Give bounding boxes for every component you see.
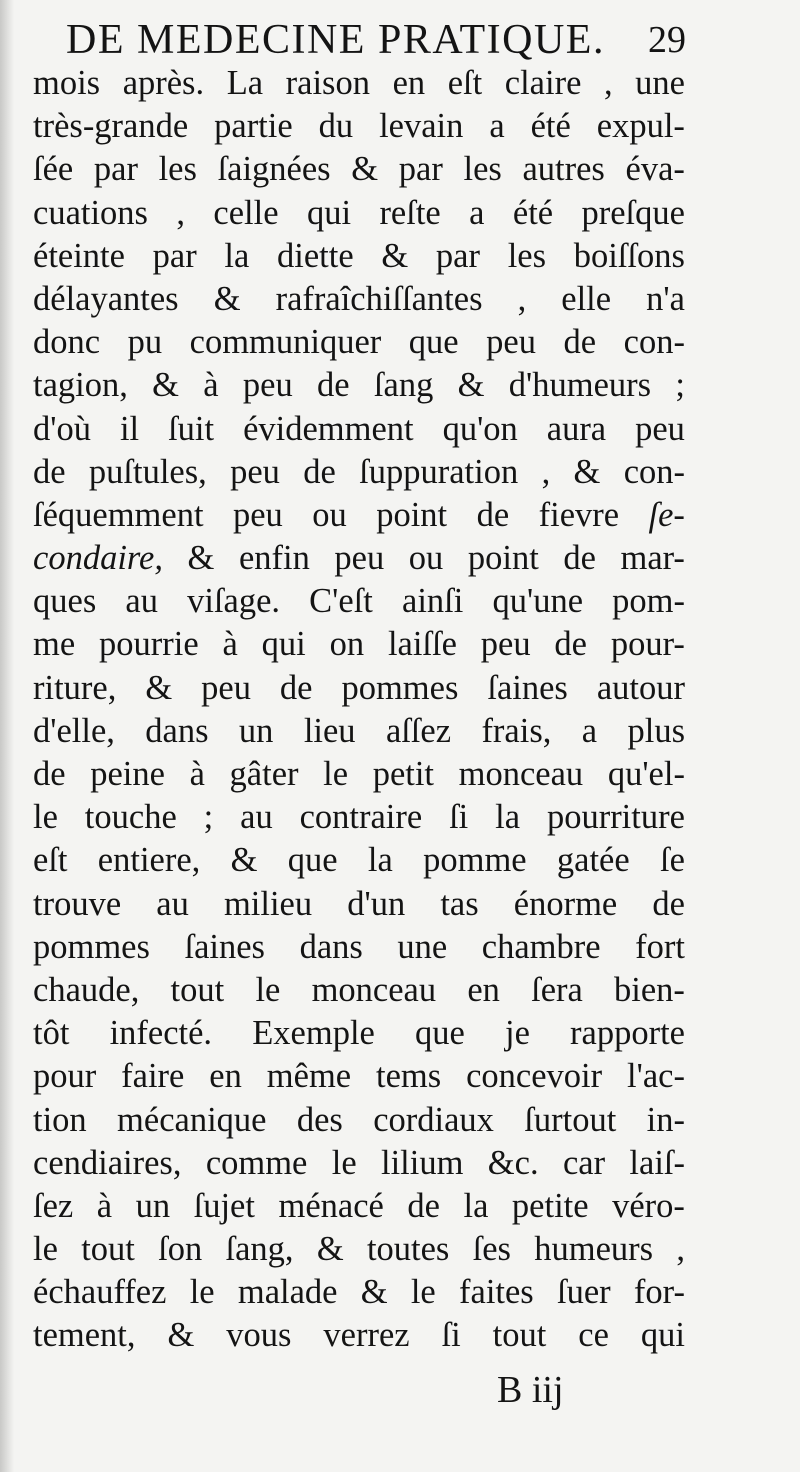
signature-mark: B iij — [497, 1369, 564, 1411]
word: peu — [230, 452, 280, 491]
text-line — [33, 710, 685, 753]
word: ſéquemment — [33, 495, 204, 534]
word: peu — [232, 495, 283, 534]
word: la — [463, 1186, 489, 1225]
word: malade — [237, 1273, 338, 1312]
word: , — [176, 193, 186, 232]
word: d'où — [33, 409, 91, 448]
text-line — [33, 321, 685, 364]
word: bien- — [614, 970, 685, 1009]
word: pourriture — [546, 798, 685, 837]
word: qui — [640, 1316, 685, 1355]
word: petite — [511, 1186, 589, 1225]
word: de — [554, 625, 587, 664]
word: en — [392, 64, 426, 102]
word: eſt — [33, 841, 68, 880]
word: , — [517, 279, 527, 318]
word: pommes — [341, 668, 459, 707]
text-line — [33, 148, 685, 191]
text-line — [33, 1314, 685, 1357]
word: ſang — [373, 366, 434, 405]
word: la — [495, 798, 521, 837]
text-line — [33, 1271, 685, 1314]
word: in- — [646, 1100, 685, 1139]
word: de — [563, 539, 596, 578]
word: a — [469, 193, 485, 232]
text-line — [33, 192, 685, 235]
word: ſon — [158, 1230, 203, 1269]
word: toutes — [366, 1230, 450, 1269]
word: d'un — [347, 884, 406, 923]
word: & — [152, 366, 179, 405]
word: à — [203, 366, 219, 405]
word: éteinte — [33, 236, 125, 275]
word: tement, — [33, 1316, 136, 1355]
word: laiſ- — [629, 1143, 685, 1182]
word: elle — [561, 279, 612, 318]
word: a — [581, 711, 598, 750]
word: & — [381, 236, 409, 275]
word: été — [512, 193, 554, 232]
text-line — [33, 839, 685, 882]
word: trouve — [33, 884, 122, 923]
word: rapporte — [570, 1014, 685, 1053]
word: milieu — [223, 884, 313, 923]
word: mécanique — [117, 1100, 267, 1139]
word: comme — [205, 1143, 308, 1182]
word: le — [255, 970, 281, 1009]
word: & — [457, 366, 485, 405]
word: que — [415, 1014, 465, 1053]
word: preſque — [581, 193, 685, 232]
text-line — [33, 796, 685, 839]
word: cendiaires, — [33, 1143, 182, 1182]
word: tout — [81, 1230, 135, 1269]
word: la — [367, 841, 393, 880]
word: la — [224, 236, 250, 275]
word: chambre — [481, 927, 601, 966]
word: de — [33, 755, 66, 793]
word: de — [407, 1186, 440, 1225]
word: a — [489, 107, 505, 146]
word: for- — [633, 1273, 685, 1312]
word: en — [467, 970, 500, 1009]
word: de — [563, 323, 597, 362]
word: verrez — [323, 1316, 410, 1355]
text-line — [33, 105, 685, 148]
word: le — [331, 1143, 357, 1182]
word: échauffez — [33, 1273, 167, 1312]
word: ſurtout — [524, 1100, 617, 1139]
running-title: DE MEDECINE PRATIQUE. — [66, 17, 605, 63]
word: par — [435, 236, 480, 275]
word: concevoir — [466, 1057, 603, 1096]
word: après. — [122, 64, 205, 102]
word: de — [652, 884, 685, 923]
word: aura — [546, 409, 607, 448]
word: pourrie — [99, 625, 199, 664]
word: contraire — [299, 798, 423, 837]
word: & — [351, 150, 379, 189]
word: tout — [492, 1316, 547, 1355]
word: condaire, — [33, 539, 163, 578]
word: monceau — [458, 755, 584, 793]
word: en — [209, 1057, 242, 1096]
word: diette — [277, 236, 354, 275]
word: ou — [408, 539, 444, 578]
word: riture, — [33, 668, 117, 707]
word: très-grande — [33, 107, 189, 146]
word: infecté. — [109, 1014, 213, 1053]
word: une — [635, 64, 685, 102]
word: peu — [334, 539, 385, 578]
word: , — [603, 64, 613, 102]
word: ménacé — [278, 1186, 384, 1225]
word: tems — [376, 1057, 442, 1096]
text-line — [33, 1012, 685, 1055]
word: ſera — [531, 970, 583, 1009]
word: donc — [33, 323, 101, 362]
word: qui — [261, 625, 306, 664]
word: qu'une — [492, 582, 584, 621]
word: éva- — [625, 150, 685, 189]
word: de — [303, 452, 336, 491]
word: énorme — [513, 884, 618, 923]
word: point — [467, 539, 539, 578]
word: évidemment — [243, 409, 414, 448]
word: qui — [306, 193, 352, 232]
text-line — [33, 969, 685, 1012]
word: frais, — [481, 711, 552, 750]
word: ſée — [33, 150, 74, 189]
word: ſuer — [557, 1273, 611, 1312]
word: n'a — [646, 279, 685, 318]
word: faire — [121, 1057, 185, 1096]
word: reſte — [379, 193, 441, 232]
word: cordiaux — [373, 1100, 494, 1139]
word: peu — [242, 366, 293, 405]
text-line — [33, 667, 685, 710]
word: par — [152, 236, 197, 275]
word: fievre — [538, 495, 620, 534]
word: celle — [213, 193, 279, 232]
word: expul- — [596, 107, 685, 146]
word: ce — [578, 1316, 609, 1355]
text-line — [33, 1099, 685, 1142]
text-line — [33, 580, 685, 623]
word: pommes — [33, 927, 150, 966]
word: on — [329, 625, 365, 664]
word: l'ac- — [627, 1057, 685, 1096]
word: C'eſt — [309, 582, 373, 621]
word: & — [167, 1316, 195, 1355]
word: &c. — [487, 1143, 539, 1182]
word: La — [226, 64, 264, 102]
word: du — [318, 107, 354, 146]
text-line — [33, 1142, 685, 1185]
text-line — [33, 62, 685, 105]
word: à — [96, 1186, 113, 1225]
word: peu — [201, 668, 251, 707]
word: ſe — [660, 841, 685, 880]
text-line — [33, 235, 685, 278]
text-line — [33, 883, 685, 926]
word: dans — [299, 927, 363, 966]
word: boiſſons — [573, 236, 685, 275]
page-edge-shadow — [0, 0, 14, 1472]
word: & — [316, 1230, 344, 1269]
word: ſuit — [168, 409, 215, 448]
word: je — [504, 1014, 530, 1053]
word: ou — [312, 495, 347, 534]
word: délayantes — [33, 279, 179, 318]
word: enfin — [238, 539, 310, 578]
word: con- — [623, 323, 685, 362]
word: le — [410, 1273, 436, 1312]
word: rafraîchiſſantes — [275, 279, 483, 318]
word: ainſi — [402, 582, 464, 621]
word: cuations — [33, 193, 148, 232]
word: & — [573, 452, 601, 491]
word: même — [266, 1057, 352, 1096]
word: puſtules, — [88, 452, 207, 491]
word: été — [530, 107, 571, 146]
word: d'elle, — [33, 711, 115, 750]
word: & — [145, 668, 173, 707]
word: ſes — [472, 1230, 511, 1269]
word: que — [408, 323, 459, 362]
text-line — [33, 364, 685, 407]
word: pomme — [423, 841, 527, 880]
word: laiſſe — [387, 625, 457, 664]
word: ſaignées — [217, 150, 331, 189]
word: véro- — [612, 1186, 685, 1225]
word: ſez — [33, 1186, 74, 1225]
word: petit — [372, 755, 435, 793]
word: me — [33, 625, 76, 664]
word: d'humeurs — [508, 366, 652, 405]
page-number: 29 — [648, 19, 686, 61]
word: & — [213, 279, 241, 318]
text-line — [33, 278, 685, 321]
word: lilium — [381, 1143, 464, 1182]
word: un — [238, 711, 274, 750]
word: con- — [623, 452, 685, 491]
word: de — [317, 366, 350, 405]
word: ; — [675, 366, 685, 405]
word: ſe- — [648, 495, 685, 534]
word: partie — [214, 107, 293, 146]
text-line — [33, 451, 685, 494]
word: eſt — [447, 64, 483, 102]
word: tout — [170, 970, 225, 1009]
word: par — [93, 150, 138, 189]
word: que — [287, 841, 338, 880]
word: au — [240, 798, 273, 837]
word: lieu — [303, 711, 356, 750]
word: gâter — [229, 755, 299, 793]
word: ſaines — [184, 927, 265, 966]
word: aſſez — [385, 711, 452, 750]
word: de — [33, 452, 66, 491]
word: le — [33, 798, 58, 837]
word: ; — [203, 798, 214, 837]
word: les — [158, 150, 197, 189]
word: les — [507, 236, 547, 275]
word: mois — [33, 64, 101, 102]
word: tion — [33, 1100, 87, 1139]
word: ſi — [449, 798, 469, 837]
word: ſuppuration — [359, 452, 519, 491]
word: le — [323, 755, 349, 793]
word: fort — [635, 927, 685, 966]
word: car — [562, 1143, 606, 1182]
text-line — [33, 1185, 685, 1228]
word: peu — [486, 323, 536, 362]
word: humeurs — [534, 1230, 654, 1269]
word: ſi — [441, 1316, 461, 1355]
word: mar- — [620, 539, 685, 578]
word: pour- — [610, 625, 685, 664]
word: peu — [480, 625, 531, 664]
word: & — [230, 841, 258, 880]
text-line — [33, 623, 685, 666]
word: & — [360, 1273, 388, 1312]
word: dans — [145, 711, 209, 750]
word: entiere, — [97, 841, 201, 880]
word: au — [156, 884, 189, 923]
word: de — [476, 495, 510, 534]
word: vous — [226, 1316, 292, 1355]
word: raison — [285, 64, 370, 102]
word: au — [125, 582, 158, 621]
word: un — [135, 1186, 171, 1225]
word: une — [397, 927, 448, 966]
word: plus — [627, 711, 685, 750]
word: à — [222, 625, 238, 664]
word: Exemple — [252, 1014, 375, 1053]
text-line — [33, 537, 685, 580]
text-line — [33, 494, 685, 537]
word: autres — [522, 150, 605, 189]
word: viſage. — [187, 582, 281, 621]
text-line — [33, 1228, 685, 1271]
word: pu — [127, 323, 163, 362]
text-line — [33, 408, 685, 451]
word: faites — [459, 1273, 534, 1312]
word: tas — [440, 884, 479, 923]
word: qu'el- — [607, 755, 685, 793]
word: tôt — [33, 1014, 70, 1053]
word: par — [398, 150, 443, 189]
word: il — [119, 409, 140, 448]
word: le — [189, 1273, 215, 1312]
word: pom- — [612, 582, 685, 621]
word: chaude, — [33, 970, 140, 1009]
word: & — [187, 539, 215, 578]
word: monceau — [311, 970, 437, 1009]
text-line — [33, 926, 685, 969]
word: touche — [84, 798, 177, 837]
text-line — [33, 753, 685, 796]
word: pour — [33, 1057, 97, 1096]
word: , — [541, 452, 551, 491]
text-line — [33, 1055, 685, 1098]
word: autour — [596, 668, 685, 707]
word: peine — [90, 755, 165, 793]
word: à — [189, 755, 205, 793]
word: de — [279, 668, 313, 707]
word: ques — [33, 582, 97, 621]
word: ſang, — [225, 1230, 294, 1269]
word: point — [376, 495, 448, 534]
word: levain — [379, 107, 464, 146]
word: , — [676, 1230, 685, 1269]
word: peu — [635, 409, 685, 448]
word: le — [33, 1230, 58, 1269]
word: communiquer — [189, 323, 382, 362]
word: qu'on — [442, 409, 518, 448]
word: ſujet — [193, 1186, 255, 1225]
word: les — [463, 150, 502, 189]
word: claire — [504, 64, 582, 102]
body-text — [33, 62, 685, 1358]
word: gatée — [556, 841, 630, 880]
word: des — [296, 1100, 343, 1139]
word: tagion, — [33, 366, 128, 405]
word: ſaines — [487, 668, 568, 707]
